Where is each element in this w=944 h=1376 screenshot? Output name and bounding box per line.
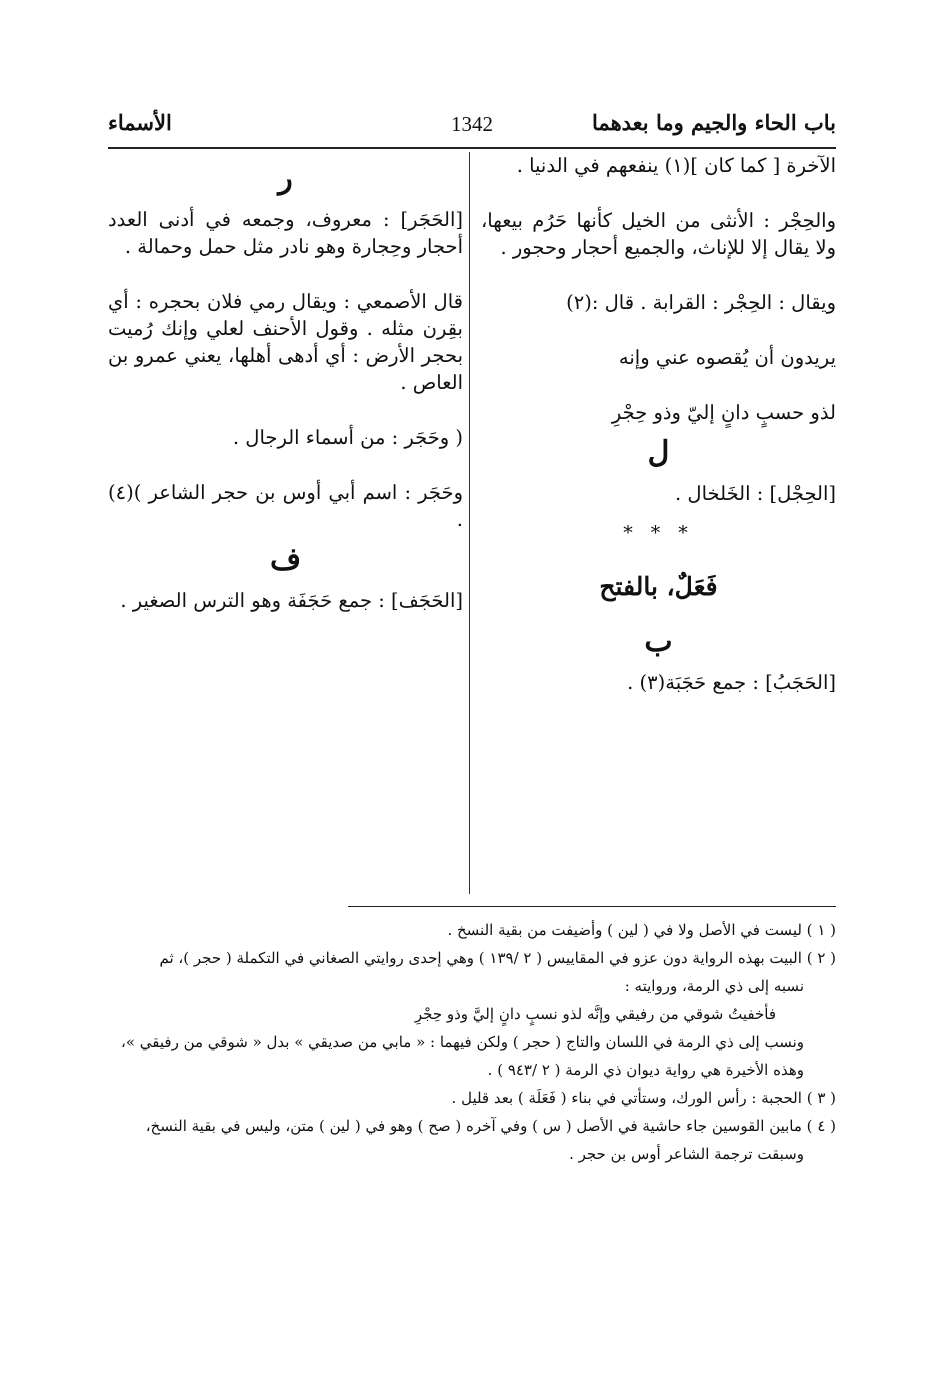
footnote-line: ( ٣ ) الحجبة : رأس الورك، وستأتي في بناء ( فَعَلَة ) بعد قليل . [451, 1089, 836, 1107]
section-separator: * * * [623, 522, 694, 544]
left-column [108, 152, 463, 614]
section-letter: ف [269, 542, 302, 577]
body-paragraph: [الحَجَبُ] : جمع حَجَبَة(٣) . [627, 671, 836, 694]
running-header-section: الأسماء [108, 110, 172, 135]
header-rule [108, 147, 836, 149]
paragraph-gap [481, 261, 836, 289]
footnote-rule [348, 906, 836, 907]
section-letter: ر [278, 161, 293, 196]
body-paragraph: قال الأصمعي : ويقال رمي فلان بحجره : أي بقِرن مثله . وقول الأحنف لعلي وإنك رُميت بحجر الأرض : أي أدهى أهلها، يعني عمرو بن العاص . [108, 290, 463, 394]
footnotes [108, 918, 836, 1170]
poetry-verse: لذو حسبٍ دانٍ إليّ وذو حِجْرِ [611, 401, 836, 424]
paragraph-gap [108, 451, 463, 479]
footnote-line: نسبه إلى ذي الرمة، وروايته : [624, 977, 804, 995]
section-letter: ب [644, 624, 673, 659]
footnote-line: وهذه الأخيرة هي رواية ديوان ذي الرمة ( ٢ /٩٤٣ ) . [487, 1061, 804, 1079]
body-paragraph: [الحَجَر] : معروف، وجمعه في أدنى العدد أحجار وحِجارة وهو نادر مثل حمل وحمالة . [108, 208, 463, 258]
paragraph-gap [108, 396, 463, 424]
column-divider [469, 152, 470, 894]
page-number: 1342 [451, 112, 493, 136]
footnote-line: ونسب إلى ذي الرمة في اللسان والتاج ( حجر ) ولكن فيهما : « مابي من صديقي » بدل « شوقي من رفيقي »، [121, 1033, 804, 1051]
body-paragraph: والحِجْر : الأنثى من الخيل كأنها حَرُم بيعها، ولا يقال إلا للإناث، والجميع أحجار وحجور . [481, 209, 836, 259]
body-paragraph: وحَجَر : اسم أبي أوس بن حجر الشاعر )(٤) . [108, 481, 463, 531]
paragraph-gap [481, 371, 836, 399]
footnote-line: ( ١ ) ليست في الأصل ولا في ( لين ) وأضيفت من بقية النسخ . [447, 921, 836, 939]
paragraph-gap [481, 316, 836, 344]
section-letter: ل [647, 435, 670, 470]
running-header-chapter: باب الحاء والجيم وما بعدهما [592, 110, 836, 135]
right-column [481, 152, 836, 696]
paragraph-gap [108, 260, 463, 288]
poetry-verse: يريدون أن يُقصوه عني وإنه [618, 346, 836, 369]
footnote-line: وسبقت ترجمة الشاعر أوس بن حجر . [569, 1145, 804, 1163]
body-paragraph: ويقال : الحِجْر : القرابة . قال :(٢) [566, 291, 836, 314]
body-paragraph: [الحِجْل] : الخَلخال . [675, 482, 836, 505]
pattern-heading: فَعَلٌ، بالفتح [599, 572, 718, 601]
footnote-line: ( ٢ ) البيت بهذه الرواية دون عزو في المقاييس ( ٢ /١٣٩ ) وهي إحدى روايتي الصغاني في التكملة ( حجر )، ثم [159, 949, 836, 967]
body-paragraph: [الحَجَف] : جمع حَجَفَة وهو الترس الصغير . [120, 589, 463, 612]
paragraph-gap [481, 179, 836, 207]
body-paragraph: ( وحَجَر : من أسماء الرجال . [232, 426, 463, 449]
body-paragraph: الآخرة [ كما كان ](١) ينفعهم في الدنيا . [516, 154, 836, 177]
footnote-line: ( ٤ ) مابين القوسين جاء حاشية في الأصل ( س ) وفي آخره ( صح ) وهو في ( لين ) متن، وليس في بقية النسخ، [145, 1117, 836, 1135]
footnote-line: فأخفيتُ شوقي من رفيقي وإنَّه لذو نسبٍ دانٍ إليَّ وذو حِجْرِ [414, 1005, 776, 1023]
